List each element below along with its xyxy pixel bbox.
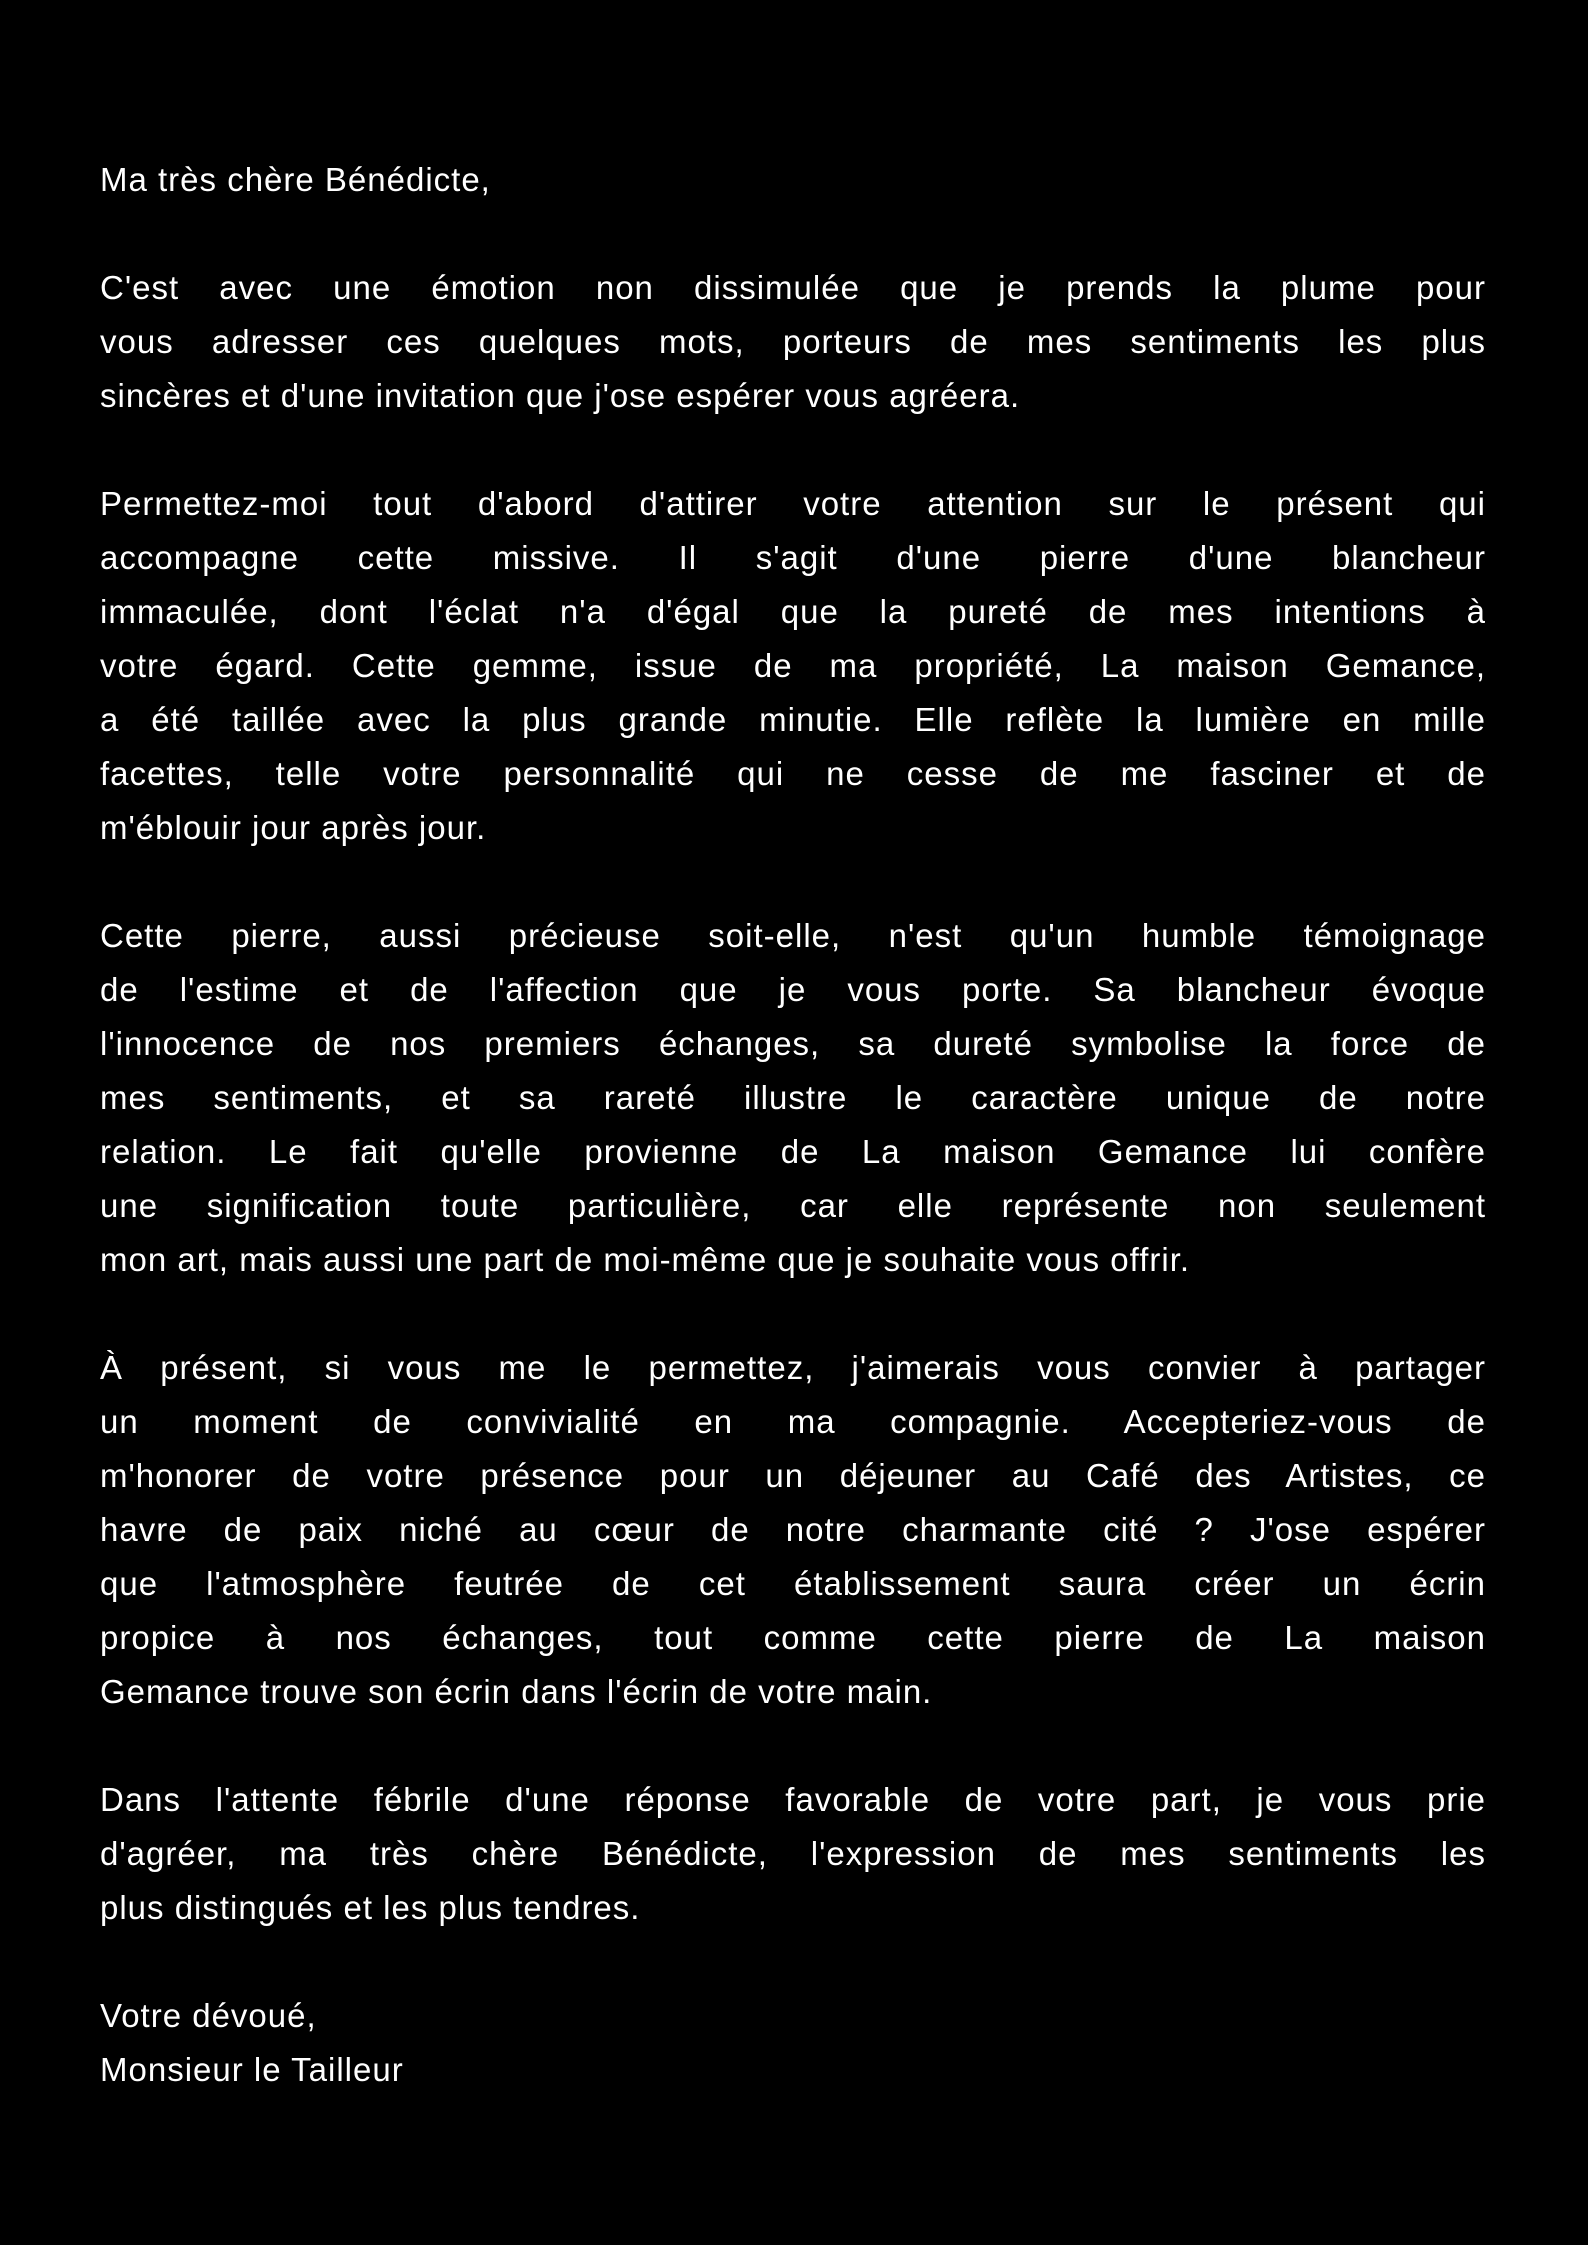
text-line: Permettez-moi tout d'abord d'attirer votre attention sur le présent qui <box>100 485 1486 522</box>
text-line: que l'atmosphère feutrée de cet établissement saura créer un écrin <box>100 1565 1486 1602</box>
text-line: facettes, telle votre personnalité qui ne cesse de me fasciner et de <box>100 755 1486 792</box>
text-line: relation. Le fait qu'elle provienne de La maison Gemance lui confère <box>100 1133 1486 1170</box>
salutation <box>100 153 1486 207</box>
text-line: mes sentiments, et sa rareté illustre le caractère unique de notre <box>100 1079 1486 1116</box>
text-line: C'est avec une émotion non dissimulée que je prends la plume pour <box>100 269 1486 306</box>
text-line: Cette pierre, aussi précieuse soit-elle, n'est qu'un humble témoignage <box>100 917 1486 954</box>
text-line: un moment de convivialité en ma compagnie. Accepteriez-vous de <box>100 1403 1486 1440</box>
text-line: Monsieur le Tailleur <box>100 2051 404 2088</box>
paragraph-meaning <box>100 909 1486 1287</box>
paragraph-invitation <box>100 1341 1486 1719</box>
text-line: Gemance trouve son écrin dans l'écrin de votre main. <box>100 1673 933 1710</box>
text-line: Ma très chère Bénédicte, <box>100 161 491 198</box>
text-line: vous adresser ces quelques mots, porteurs de mes sentiments les plus <box>100 323 1486 360</box>
text-line: plus distingués et les plus tendres. <box>100 1889 641 1926</box>
text-line: accompagne cette missive. Il s'agit d'une pierre d'une blancheur <box>100 539 1486 576</box>
text-line: mon art, mais aussi une part de moi-même que je souhaite vous offrir. <box>100 1241 1191 1278</box>
paragraph-gift <box>100 477 1486 855</box>
text-line: À présent, si vous me le permettez, j'aimerais vous convier à partager <box>100 1349 1486 1386</box>
text-line: propice à nos échanges, tout comme cette pierre de La maison <box>100 1619 1486 1656</box>
signature <box>100 1989 1486 2097</box>
text-line: m'honorer de votre présence pour un déjeuner au Café des Artistes, ce <box>100 1457 1486 1494</box>
text-line: m'éblouir jour après jour. <box>100 809 487 846</box>
paragraph-intro <box>100 261 1486 423</box>
text-line: une signification toute particulière, car elle représente non seulement <box>100 1187 1486 1224</box>
text-line: votre égard. Cette gemme, issue de ma propriété, La maison Gemance, <box>100 647 1486 684</box>
paragraph-closing <box>100 1773 1486 1935</box>
text-line: immaculée, dont l'éclat n'a d'égal que la pureté de mes intentions à <box>100 593 1486 630</box>
text-line: havre de paix niché au cœur de notre charmante cité ? J'ose espérer <box>100 1511 1486 1548</box>
text-line: sincères et d'une invitation que j'ose espérer vous agréera. <box>100 377 1021 414</box>
text-line: Votre dévoué, <box>100 1997 317 2034</box>
text-line: de l'estime et de l'affection que je vous porte. Sa blancheur évoque <box>100 971 1486 1008</box>
text-line: l'innocence de nos premiers échanges, sa dureté symbolise la force de <box>100 1025 1486 1062</box>
text-line: d'agréer, ma très chère Bénédicte, l'expression de mes sentiments les <box>100 1835 1486 1872</box>
text-line: Dans l'attente fébrile d'une réponse favorable de votre part, je vous prie <box>100 1781 1486 1818</box>
letter-body <box>100 153 1486 2151</box>
text-line: a été taillée avec la plus grande minutie. Elle reflète la lumière en mille <box>100 701 1486 738</box>
